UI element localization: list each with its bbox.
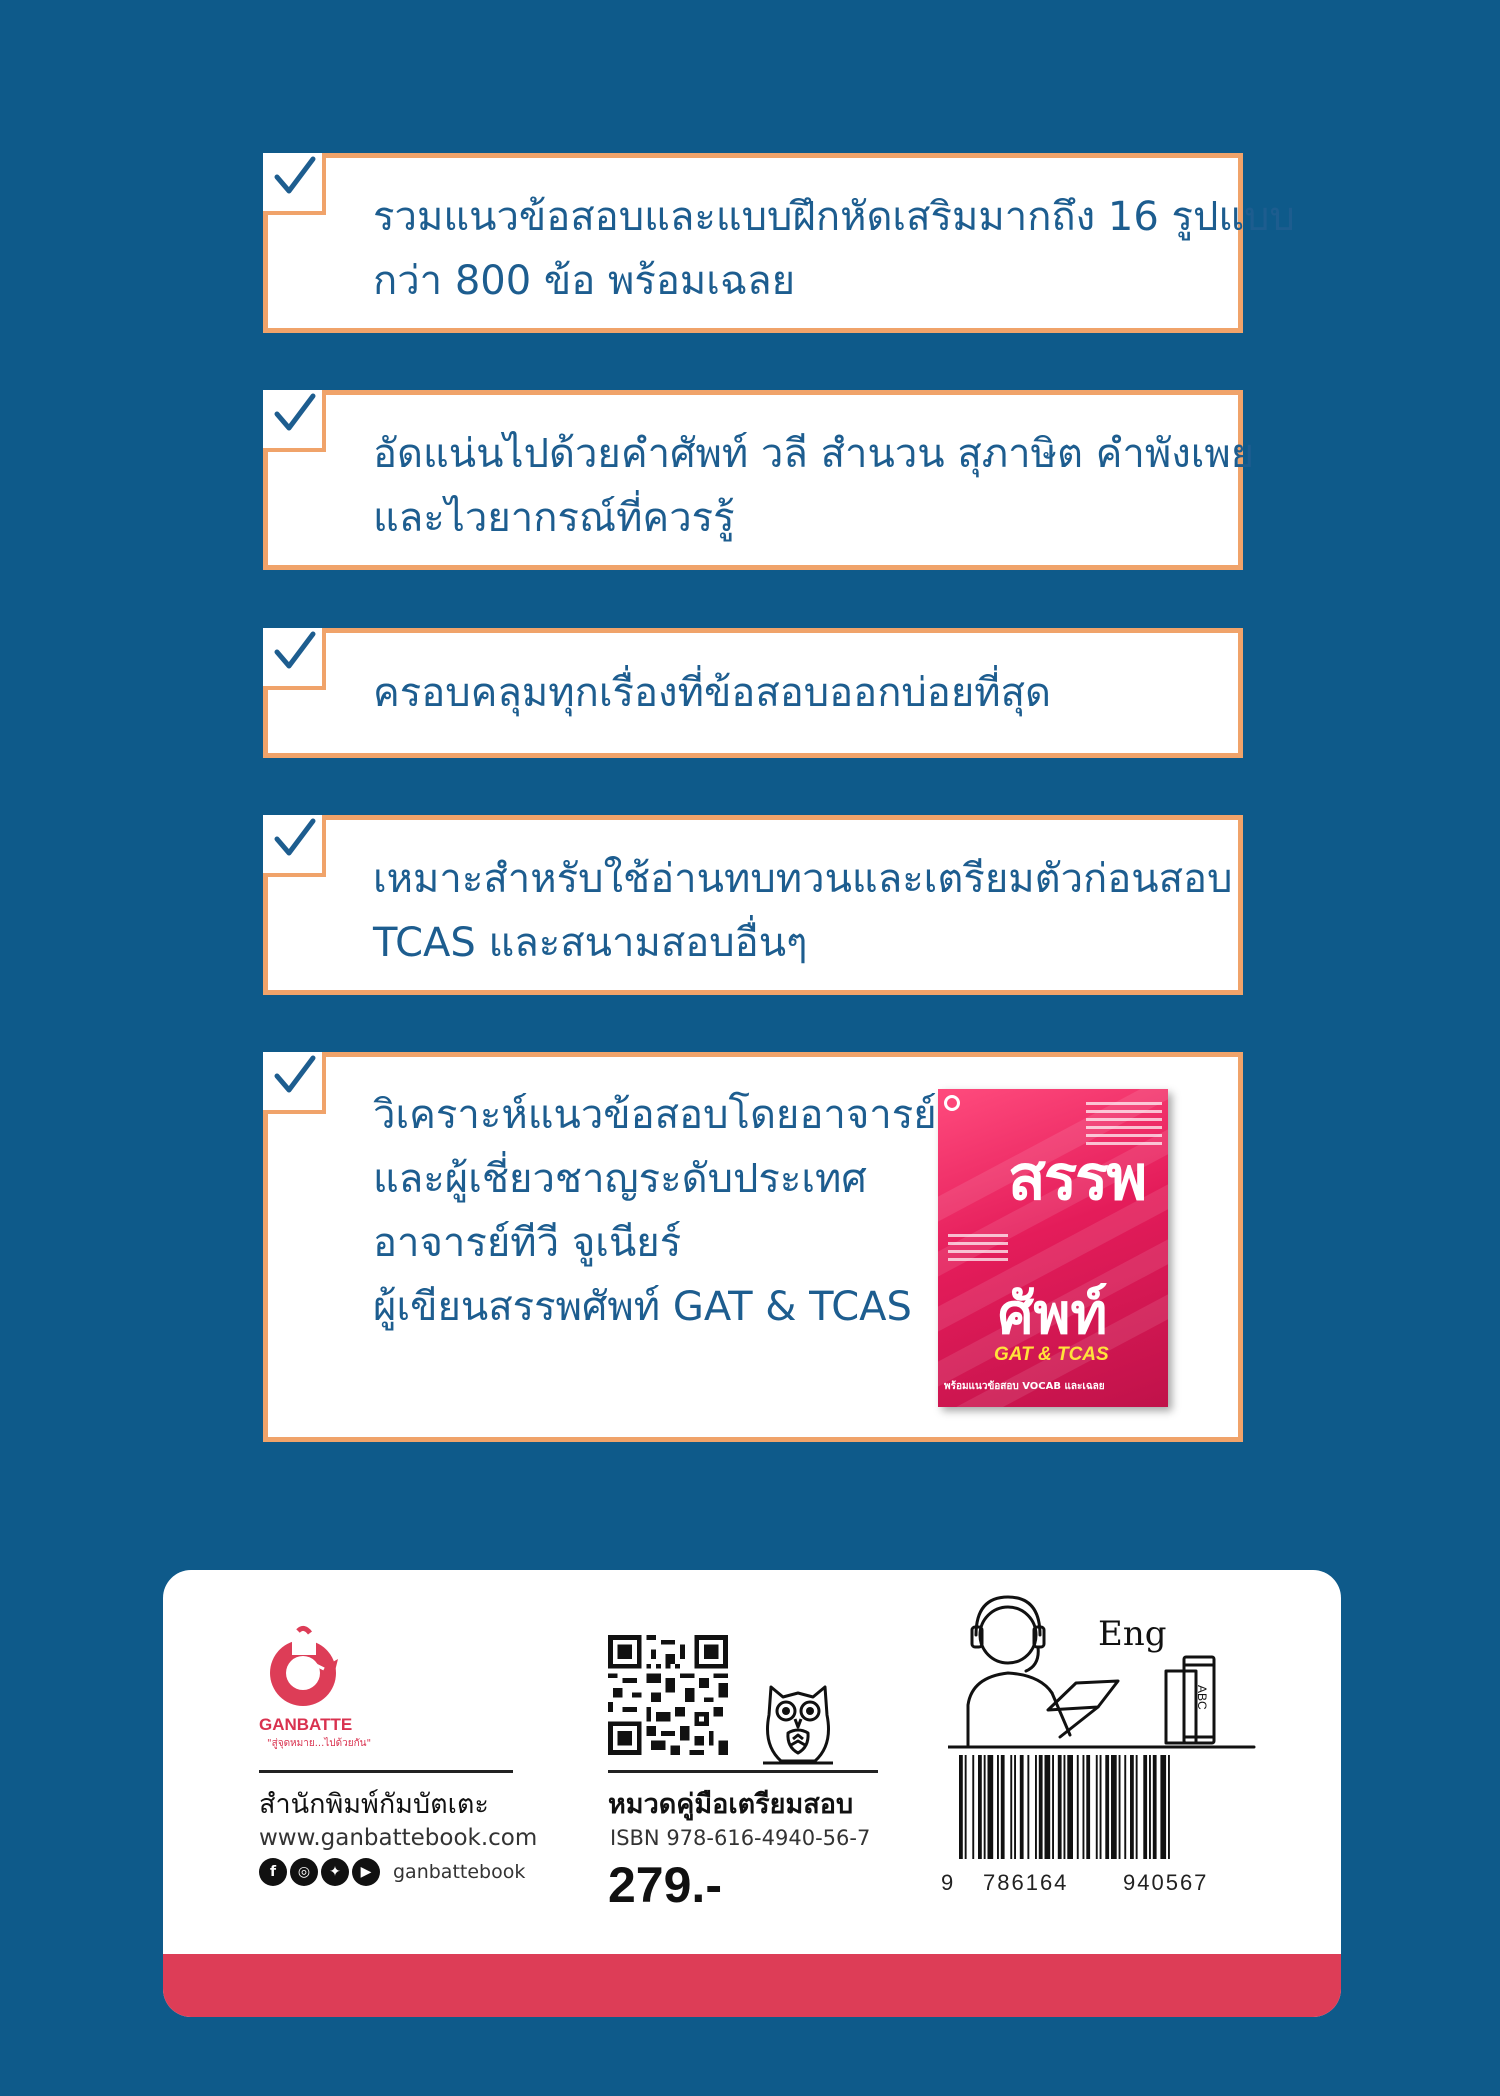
feature-text <box>373 661 1051 725</box>
feature-line: รวมแนวข้อสอบและแบบฝึกหัดเสริมมากถึง 16 รูปแบบ <box>373 194 1295 240</box>
barcode-lead-digit: 9 <box>941 1870 954 1895</box>
feature-line: เหมาะสำหรับใช้อ่านทบทวนและเตรียมตัวก่อนสอบ <box>373 856 1233 902</box>
barcode-bar <box>965 1755 967 1859</box>
publisher-name: สำนักพิมพ์กัมบัตเตะ <box>259 1789 489 1820</box>
cover-subtitle: GAT & TCAS <box>994 1344 1109 1365</box>
feature-card-2 <box>263 390 1255 570</box>
book-cover-image <box>938 1089 1168 1407</box>
book-category: หมวดคู่มือเตรียมสอบ <box>608 1789 854 1820</box>
barcode-bar <box>1130 1755 1134 1859</box>
barcode-group-1: 786164 <box>983 1870 1069 1895</box>
divider <box>608 1770 878 1773</box>
barcode-bar <box>1100 1755 1102 1859</box>
feature-text <box>373 422 1254 550</box>
feature-line: กว่า 800 ข้อ พร้อมเฉลย <box>373 258 796 304</box>
social-handle: ganbattebook <box>393 1861 526 1883</box>
cover-blurb <box>948 1229 1008 1266</box>
barcode-bar <box>1039 1755 1043 1859</box>
barcode-bar <box>1010 1755 1012 1859</box>
facebook-icon: f <box>259 1858 287 1886</box>
barcode-bar <box>1086 1755 1090 1859</box>
barcode-bar <box>1064 1755 1066 1859</box>
barcode-bar <box>1149 1755 1151 1859</box>
barcode-bar <box>1143 1755 1147 1859</box>
social-links <box>259 1858 525 1886</box>
barcode-bar <box>1124 1755 1126 1859</box>
cover-title-top: สรรพ <box>1008 1144 1146 1213</box>
barcode-bar <box>1052 1755 1054 1859</box>
feature-line: อัดแน่นไปด้วยคำศัพท์ วลี สำนวน สุภาษิต คำพังเพย <box>373 431 1255 477</box>
barcode-bar <box>1105 1755 1109 1859</box>
feature-line: และไวยากรณ์ที่ควรรู้ <box>373 495 735 541</box>
feature-line: ผู้เขียนสรรพศัพท์ GAT & TCAS <box>373 1284 912 1330</box>
checkbox-frame <box>263 628 326 690</box>
feature-card-1 <box>263 153 1295 333</box>
barcode-bar <box>984 1755 986 1859</box>
barcode-bar <box>1119 1755 1121 1859</box>
footer-red-band <box>163 1954 1341 2017</box>
cover-title-bottom: ศัพท์ <box>998 1282 1108 1345</box>
barcode-bar <box>1077 1755 1079 1859</box>
check-icon <box>271 1052 321 1102</box>
cover-tagline: พร้อมแนวข้อสอบ VOCAB และเฉลย <box>944 1381 1105 1392</box>
feature-card-3 <box>263 628 1243 758</box>
feature-line: อาจารย์ทีวี จูเนียร์ <box>373 1220 682 1266</box>
barcode-bar <box>972 1755 974 1859</box>
barcode-bar <box>1153 1755 1157 1859</box>
barcode-bar <box>1045 1755 1051 1859</box>
publisher-brand: GANBATTE <box>259 1715 353 1734</box>
feature-text <box>373 847 1232 975</box>
check-icon <box>271 628 321 678</box>
check-icon <box>271 153 321 203</box>
barcode-bar <box>1168 1755 1170 1859</box>
barcode <box>953 1755 1253 1865</box>
divider <box>259 1770 513 1773</box>
feature-text <box>373 185 1295 313</box>
check-icon <box>271 390 321 440</box>
feature-text <box>373 1083 937 1339</box>
check-icon <box>271 815 321 865</box>
instagram-icon: ◎ <box>290 1858 318 1886</box>
feature-card-5 <box>263 1052 1243 1442</box>
eng-label: Eng <box>1098 1614 1167 1654</box>
barcode-bar <box>1160 1755 1166 1859</box>
publisher-slogan: "สู่จุดหมาย...ไปด้วยกัน" <box>267 1738 372 1749</box>
ganbatte-logo-icon <box>258 1625 348 1713</box>
cover-logo-icon <box>944 1095 960 1111</box>
barcode-bar <box>1111 1755 1117 1859</box>
footer-panel <box>163 1570 1341 2017</box>
publisher-website: www.ganbattebook.com <box>259 1825 538 1851</box>
barcode-bar <box>988 1755 994 1859</box>
barcode-bar <box>1067 1755 1073 1859</box>
barcode-bar <box>1001 1755 1005 1859</box>
barcode-bar <box>1014 1755 1016 1859</box>
barcode-bar <box>1096 1755 1098 1859</box>
barcode-bar <box>1136 1755 1138 1859</box>
checkbox-frame <box>263 153 326 215</box>
feature-line: ครอบคลุมทุกเรื่องที่ข้อสอบออกบ่อยที่สุด <box>373 670 1052 716</box>
feature-card-4 <box>263 815 1243 995</box>
twitter-icon: ✦ <box>321 1858 349 1886</box>
barcode-bar <box>1027 1755 1029 1859</box>
feature-line: วิเคราะห์แนวข้อสอบโดยอาจารย์ <box>373 1092 937 1138</box>
checkbox-frame <box>263 390 326 452</box>
barcode-bar <box>1058 1755 1062 1859</box>
book-letters: ABC <box>1195 1685 1209 1710</box>
checkbox-frame <box>263 815 326 877</box>
feature-line: TCAS และสนามสอบอื่นๆ <box>373 920 808 966</box>
feature-line: และผู้เชี่ยวชาญระดับประเทศ <box>373 1156 867 1202</box>
barcode-bar <box>959 1755 963 1859</box>
barcode-bar <box>997 1755 999 1859</box>
barcode-bar <box>1083 1755 1085 1859</box>
isbn: ISBN 978-616-4940-56-7 <box>610 1826 871 1850</box>
barcode-bar <box>1020 1755 1024 1859</box>
youtube-icon: ▶ <box>352 1858 380 1886</box>
owl-icon <box>753 1675 843 1767</box>
barcode-bar <box>1035 1755 1037 1859</box>
reader-illustration-icon <box>948 1585 1258 1755</box>
barcode-group-2: 940567 <box>1123 1870 1209 1895</box>
checkbox-frame <box>263 1052 326 1114</box>
qr-code <box>608 1635 728 1755</box>
barcode-bar <box>978 1755 982 1859</box>
price: 279.- <box>608 1857 722 1913</box>
